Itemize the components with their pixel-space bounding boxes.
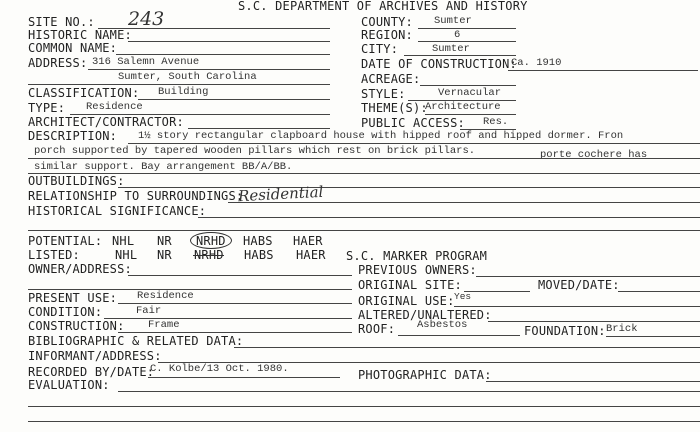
outbuildings-line: [118, 187, 700, 188]
address-line1-value: 316 Salemn Avenue: [92, 56, 200, 68]
public-access-label: PUBLIC ACCESS:: [361, 116, 465, 130]
previous-owners-line: [476, 276, 700, 277]
moved-date-line: [618, 291, 700, 292]
themes-value: Architecture: [425, 101, 501, 113]
relationship-line: [228, 202, 700, 203]
informant-label: INFORMANT/ADDRESS:: [28, 349, 162, 363]
classification-value: Building: [158, 86, 209, 98]
themes-line: [425, 114, 516, 115]
foundation-value: Brick: [606, 323, 638, 335]
architect-line: [188, 128, 330, 129]
altered-unaltered-line: [488, 321, 700, 322]
original-site-line: [464, 291, 530, 292]
nrhd-strike: [193, 255, 224, 256]
original-site-label: ORIGINAL SITE:: [358, 278, 462, 292]
type-value: Residence: [86, 101, 143, 113]
relationship-label: RELATIONSHIP TO SURROUNDINGS:: [28, 189, 244, 203]
altered-unaltered-label: ALTERED/UNALTERED:: [358, 308, 492, 322]
potential-label: POTENTIAL:: [28, 234, 103, 248]
listed-haer: HAER: [296, 248, 326, 262]
evaluation-line-2: [28, 406, 700, 407]
potential-nhl: NHL: [112, 234, 135, 248]
address-line-1: [88, 69, 330, 70]
construction-label: CONSTRUCTION:: [28, 319, 125, 333]
site-no-value: 243: [128, 8, 165, 30]
roof-line: [398, 335, 520, 336]
description-rule-1: [128, 143, 700, 144]
listed-label: LISTED:: [28, 248, 80, 262]
present-use-value: Residence: [137, 290, 194, 302]
potential-habs: HABS: [243, 234, 273, 248]
present-use-label: PRESENT USE:: [28, 291, 118, 305]
county-value: Sumter: [434, 15, 472, 27]
site-no-line: [98, 28, 330, 29]
recorded-by-label: RECORDED BY/DATE:: [28, 365, 155, 379]
region-label: REGION:: [361, 28, 413, 42]
foundation-label: FOUNDATION:: [524, 324, 606, 338]
region-value: 6: [454, 29, 461, 41]
historical-significance-label: HISTORICAL SIGNIFICANCE:: [28, 204, 207, 218]
condition-line: [104, 318, 352, 319]
bibliographic-label: BIBLIOGRAPHIC & RELATED DATA:: [28, 334, 244, 348]
bibliographic-line: [234, 347, 700, 348]
owner-address-label: OWNER/ADDRESS:: [28, 262, 132, 276]
address-label: ADDRESS:: [28, 56, 88, 70]
listed-nr: NR: [157, 248, 172, 262]
common-name-line: [116, 54, 330, 55]
listed-habs: HABS: [244, 248, 274, 262]
present-use-line: [118, 303, 352, 304]
description-rule-2: [28, 158, 700, 159]
construction-line: [118, 332, 352, 333]
foundation-line: [606, 336, 700, 337]
owner-address-line: [128, 275, 352, 276]
address-line2-value: Sumter, South Carolina: [118, 71, 257, 83]
style-value: Vernacular: [438, 87, 502, 99]
classification-label: CLASSIFICATION:: [28, 86, 140, 100]
potential-nrhd: NRHD: [196, 234, 226, 248]
moved-date-label: MOVED/DATE:: [538, 278, 620, 292]
roof-value: Asbestos: [417, 319, 468, 331]
photographic-line: [486, 381, 700, 382]
recorded-by-line: [148, 377, 340, 378]
nrhd-circle: [190, 232, 232, 249]
description-line2b: porte cochere has: [540, 149, 648, 161]
listed-nrhd: NRHD: [194, 248, 224, 262]
acreage-line: [420, 85, 516, 86]
address-line-2: [28, 84, 330, 85]
previous-owners-label: PREVIOUS OWNERS:: [358, 263, 477, 277]
city-label: CITY:: [361, 42, 399, 56]
marker-program-label: S.C. MARKER PROGRAM: [346, 249, 488, 263]
potential-nr: NR: [157, 234, 172, 248]
site-no-label: SITE NO.:: [28, 15, 95, 29]
description-label: DESCRIPTION:: [28, 129, 118, 143]
original-use-value: Yes: [454, 291, 472, 302]
classification-line: [138, 99, 330, 100]
construction-value: Frame: [148, 319, 180, 331]
form-title: S.C. DEPARTMENT OF ARCHIVES AND HISTORY: [238, 0, 528, 13]
evaluation-label: EVALUATION:: [28, 378, 110, 392]
common-name-label: COMMON NAME:: [28, 41, 118, 55]
recorded-by-value: C. Kolbe/13 Oct. 1980.: [150, 363, 289, 375]
public-access-value: Res.: [483, 116, 509, 128]
listed-nhl: NHL: [115, 248, 138, 262]
historical-significance-line: [198, 217, 700, 218]
original-use-label: ORIGINAL USE:: [358, 294, 455, 308]
relationship-value: Residential: [237, 182, 324, 206]
region-line: [418, 41, 516, 42]
county-label: COUNTY:: [361, 15, 413, 29]
themes-label: THEME(S):: [361, 101, 428, 115]
date-construction-line: [508, 70, 698, 71]
description-rule-3: [28, 173, 700, 174]
county-line: [418, 28, 516, 29]
historic-name-line: [128, 41, 330, 42]
date-construction-value: Ca. 1910: [511, 57, 562, 69]
date-construction-label: DATE OF CONSTRUCTION:: [361, 57, 517, 71]
city-value: Sumter: [432, 43, 470, 55]
acreage-label: ACREAGE:: [361, 72, 421, 86]
roof-label: ROOF:: [358, 322, 396, 336]
evaluation-line: [118, 391, 700, 392]
style-label: STYLE:: [361, 87, 406, 101]
condition-value: Fair: [136, 305, 162, 317]
condition-label: CONDITION:: [28, 305, 103, 319]
architect-label: ARCHITECT/CONTRACTOR:: [28, 115, 184, 129]
type-label: TYPE:: [28, 101, 66, 115]
description-line3: similar support. Bay arrangement BB/A/BB.: [34, 161, 293, 173]
original-use-line: [454, 306, 700, 307]
evaluation-line-3: [28, 421, 700, 422]
potential-haer: HAER: [293, 234, 323, 248]
historic-name-label: HISTORIC NAME:: [28, 28, 132, 42]
historical-significance-line-2: [28, 230, 700, 231]
photographic-label: PHOTOGRAPHIC DATA:: [358, 368, 492, 382]
description-line1: 1½ story rectangular clapboard house with hipped roof and hipped dormer. Fron: [138, 130, 624, 142]
description-line2a: porch supported by tapered wooden pillars which rest on brick pillars.: [34, 145, 476, 157]
outbuildings-label: OUTBUILDINGS:: [28, 174, 125, 188]
city-line: [404, 55, 516, 56]
